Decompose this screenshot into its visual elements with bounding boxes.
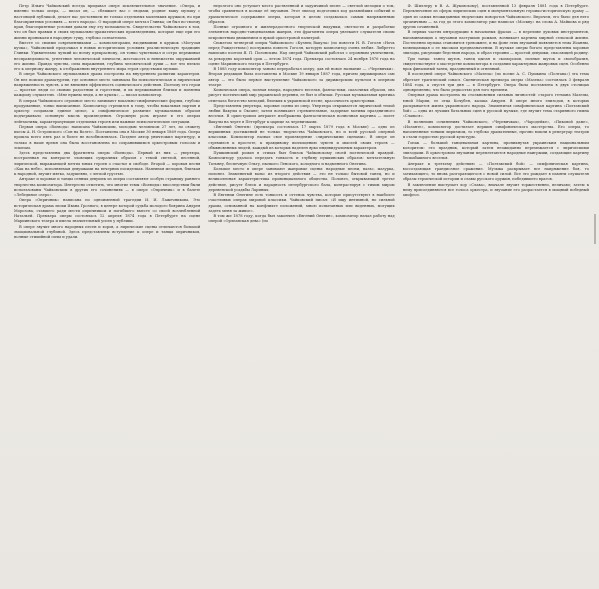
paragraph: В полнеших сочинениях Чайковского, «Черевичках», «Чародейке», «Пиковой даме», «Иоланте», композитор достигает вершин симфонического мастерства. Его оперы, то наполненные тонким лиризмом, то глубоко драматичные, прочно вошли в репертуар театров и стали гордостью русской культуры. — [402, 119, 589, 140]
text-columns — [14, 4, 589, 585]
paragraph: Оперная драма построена на столкновении сильных личностей: старого гетмана Мазепы, юной Марии, ее отца Кочубея, казака Андрея. В опере много эпизодов, в которых раскрывается жизнь украинского народа. Знаменитая симфоническая картина «Полтавский бой» — одна из лучших батальных сцен в русской музыке, где звучит тема старинного гимна «Славься». — [402, 93, 589, 119]
text-column-middle — [208, 4, 394, 585]
paragraph: Ф. Шиллеру в В. А. Жуковскому), поставленной 13 февраля 1881 года в Петербурге. Переключение из сферы лирических сцен в монументальную героико-историческую драму — один из самых неожиданных творческих поворотов Чайковского. Впрочем, его было для него органичным — за год до этого композитор уже написал «Москву» на слова А. Майкова и ряд других сочинений. — [402, 4, 589, 29]
paragraph: Комическая опера, полная юмора, народного веселья, фантастики, сказочных образов, она рисует поэтический мир украинской деревни, ее быт и обычаи. Русская музыкальная критика отмечала богатство мелодий, близких к украинской песне, красочность оркестровки. — [208, 88, 395, 103]
text-column-left — [14, 4, 200, 585]
paragraph: В последней опере Чайковского «Мазепа» (по поэме А. С. Пушкина «Полтава») эта тема обретает трагический смысл. Сценическая премьера оперы «Мазепа» состоялась 3 февраля 1884 года, а спустя три дня — в Петербурге. Опера была поставлена в двух столицах одновременно, что было редкостью для того времени. — [402, 72, 589, 92]
paragraph: В операх Чайковского огромное место занимают вокально-симфонические формы, глубоко продуманные, тонко выписанные. Композитор стремился к тому, чтобы вокальная партия и оркестр создавали единое целое, а симфоническое развитие музыкальных образов подчеркивало основную мысль произведения. Огромную роль играют в его операх лейтмотивы, характеризующие отдельных героев или важные психологические ситуации. — [14, 98, 201, 124]
paragraph: Сюжетом четвертой оперы Чайковского «Кузнец Вакула» (по повести Н. В. Гоголя «Ночь перед Рождеством») послужила повесть Гоголя, которую композитор очень любил. Либретто написано поэтом Я. П. Полонским. Над оперой Чайковский работал с огромным увлечением, за рекордно короткий срок — летом 1874 года. Премьера состоялась 24 ноября 1876 года на сцене Мариинского театра в Петербурге. — [208, 40, 395, 66]
paragraph: Представлены увертюра, хоровые сцены из опер. Увертюра открывается лирической темой любви Вакулы к Оксане; затем возникают стремительные, задорные мотивы праздничного веселья. В оркестровом антракте изображена фантастическая полночная картина — полет Вакулы на черте в Петербург к царице за черевичками. — [208, 103, 395, 124]
paragraph: В заключение выступает хор «Слава», вначале звучит торжественно, величаво; затем к нему присоединяются все голоса оркестра, и звучание его разрастается в мощный победный апофеоз. — [402, 182, 589, 197]
paragraph: Антракт к третьему действию — «Полтавский бой» — симфоническая картина, воссоздающая грандиозное сражение. Музыка раскрывает все напряжение боя, то затихающего, то вновь разгорающегося с новой силой. Все это рождает в памяти слушателя образы героической истории и славы русского оружия, победившего врагов. — [402, 161, 589, 182]
paragraph: Петр Ильич Чайковский всегда придавал опере исключительное значение. «Опера, и именно только опера, — писал он, — сближает вас с людьми, роднит вашу музыку с настоящей публикой, делает вас достоянием не только отдельных маленьких кружков, но при благоприятных условиях — всего народа». О народной опере мечтал Глинка; он был по-своему прав, благоприятные условия давали ему эту возможность. Свидетельство Чайковского в том, что он был правым в своих музыкально-драматических произведениях, которые еще при его жизни проникали в народную гущу, глубоко сознательно. — [14, 4, 201, 40]
page-edge-mark — [594, 214, 596, 244]
paragraph: В опере Чайковского музыкальная драма построена на внутреннем развитии характеров. Он вел поиски драматургии, где основное место занимала бы психологическая и лирическая напряженность чувств, а не внешняя эффектность сценического действия. Поэтому его герои — простые люди со своими радостями и горестями, и их переживания близки и понятны каждому слушателю. «Мне нужны люди, а не куклы», — писал композитор. — [14, 72, 201, 98]
paragraph: В Евгении Онегине есть тонкость и оттенок чувства, которые присутствуют в наиболее счастливых операх мировой классики. Чайковский писал: «Я ищу интимной, но сильной драмы, основанной на конфликте положений, мною испытанных или виденных, могущих задеть меня за живое». — [208, 193, 395, 213]
paragraph: Здесь представлены два фрагмента оперы «Воевода». Первый из них — увертюра, построенная на контрасте зловещих сумрачных образов с темой светлой, песенной, лирической, выражающей мечты юных героев о счастье и свободе. Второй — хоровая песня «Как на небе», исполняемая девушками на вечерних посиделках. Напевная мелодия, близкая к народной, звучит мягко, задушевно, с легкой грустью. — [14, 151, 201, 176]
paragraph: недолгого оно уступает место раствленной и задумчивой песне — светлой мелодии о том, чтобы сравняться в кольце её звучания. Этот эпизод подготовил ход дальнейших событий и драматическое содержание оперы, которая в целом создавалась самым напряженным образом. — [208, 4, 395, 24]
paragraph: В том же 1878 году, когда был закончен «Евгений Онегин», композитор начал работу над оперой «Орлеанская дева» (по — [208, 214, 395, 224]
paragraph: Первая опера «Воевода» написана Чайковским, молодым человеком 27 лет, по сюжету пьесы А. Н. Островского «Сон на Волге». Поставлена она в Москве 30 января 1869 года. Опера прошла всего пять раз и более не возобновлялась. Позднее автор уничтожил партитуру, и только в наше время она была восстановлена по сохранившимся оркестровым голосам и эскизам. — [14, 124, 201, 150]
paragraph: Три танца: танец шутов, танец цыган и скоморохов, полные шуток и своеобразия, свидетельствуют о мастерстве композитора в создании характерных жанровых сцен. Особенно ярок финальный танец, праздничный и огненный. — [402, 56, 589, 71]
paragraph: В 1885 году композитор заново переработал оперу, дав ей новое название — «Черевички». Вторая редакция была поставлена в Москве 19 января 1887 года, причем дирижировал сам автор — это было первое выступление Чайковского за дирижерским пультом в оперном театре. — [208, 67, 395, 87]
paragraph: В опере звучит много народных песен и хоров, а лирические сцены отличаются большой эмоциональной глубиной. Здесь представлены вступление к опере и танцы опричников, полные стихийной силы и удали. — [14, 224, 201, 239]
paragraph: «Евгений Онегин» (премьера состоялась 17 марта 1879 года в Москве) — одно из вершинных достижений не только творчества Чайковского, но и всей русской оперной классики. Композитор назвал свое произведение «лирическими сценами». В опере он стремился к простоте, к правдивому воплощению чувств и мыслей своих героев — обыкновенных людей, каждый из которых наделен ярко индивидуальным характером. — [208, 124, 395, 150]
paragraph: Опера «Опричник» написана по одноименной трагедии И. И. Лажечникова. Это историческая драма эпохи Ивана Грозного, в центре которой судьба молодого боярина Андрея Морозова, ставшего ради мести опричником и погибшего вместе со своей возлюбленной Натальей. Премьера оперы состоялась 12 апреля 1874 года в Петербурге на сцене Мариинского театра и имела значительный успех у публики. — [14, 198, 201, 224]
paragraph: В первых частях интродукции в начальных фразах — в переливе духовых инструментов, напоминающих о звучании пастушьих рожков, возникает картина мирной сельской жизни. Постепенно музыка становится тревожнее, и на фоне этих звучаний появляется тема Иоанны, возвещающая о ее высоком предназначении. В музыке оперы богато представлены хоровые эпизоды, рисующие бедствия народа, и образ героини — простой девушки, спасающей родину. — [402, 30, 589, 56]
paragraph: Пушкинский роман в стихах был близок Чайковскому своей поэтической правдой. Композитору удалось передать тонкость и глубину пушкинских образов: мечтательную Татьяну, беспечную Ольгу, пылкого Ленского, холодного и надменного Онегина. — [208, 151, 395, 166]
paragraph: Большое место в опере занимают жанровые сцены: народные песни, вальс, мазурка, полонез. Знаменитый вальс из второго действия — это не только бытовой танец, но и великолепная характеристика провинциального общества. Полонез, открывающий третье действие, рисует блеск и парадность петербургского бала, контрастируя с тихим миром деревенской усадьбы Лариных. — [208, 166, 395, 192]
paragraph: Антракт и хоровые и танцы сенных девушек из оперы составляют особую страницу раннего творчества композитора. Интересно отметить, что многие темы «Воеводы» впоследствии были использованы Чайковским в других его сочинениях — в опере «Опричник» и в балете «Лебединое озеро». — [14, 177, 201, 197]
text-column-right — [403, 4, 589, 585]
paragraph: Гопак — большой танцевальная картина, проникнутая украинским национальным колоритом: это праздник, который затем неожиданно перемежается с лирическими эпизодами. В оркестровом звучании переплетаются народные наигрыши, создающие картину бесшабашного веселья. — [402, 140, 589, 161]
paragraph: Полные огромного и жизнерадостного творческой выдумки, светлости и разработки элементов народно-танцевальных жанров, эти фрагменты оперы увлекают слушателя своим искрометным движением и яркой оркестровой палитрой. — [208, 25, 395, 40]
paragraph: Вместе со своими современниками — композиторами, входившими в кружок «Могучая кучка», Чайковский продолжал в новых исторических условиях реалистическую традицию Глинки. Удивительно чуткий ко всему прекрасному, он тонко чувствовал и остро переживал несправедливость, угнетение человеческой личности, жестокость и невежество окружавшей его жизни. Правда чувства, сила выражения, глубина человеческой души — вот что влекло его к оперному жанру, к отображению внутреннего мира героя средствами музыки. — [14, 40, 201, 71]
